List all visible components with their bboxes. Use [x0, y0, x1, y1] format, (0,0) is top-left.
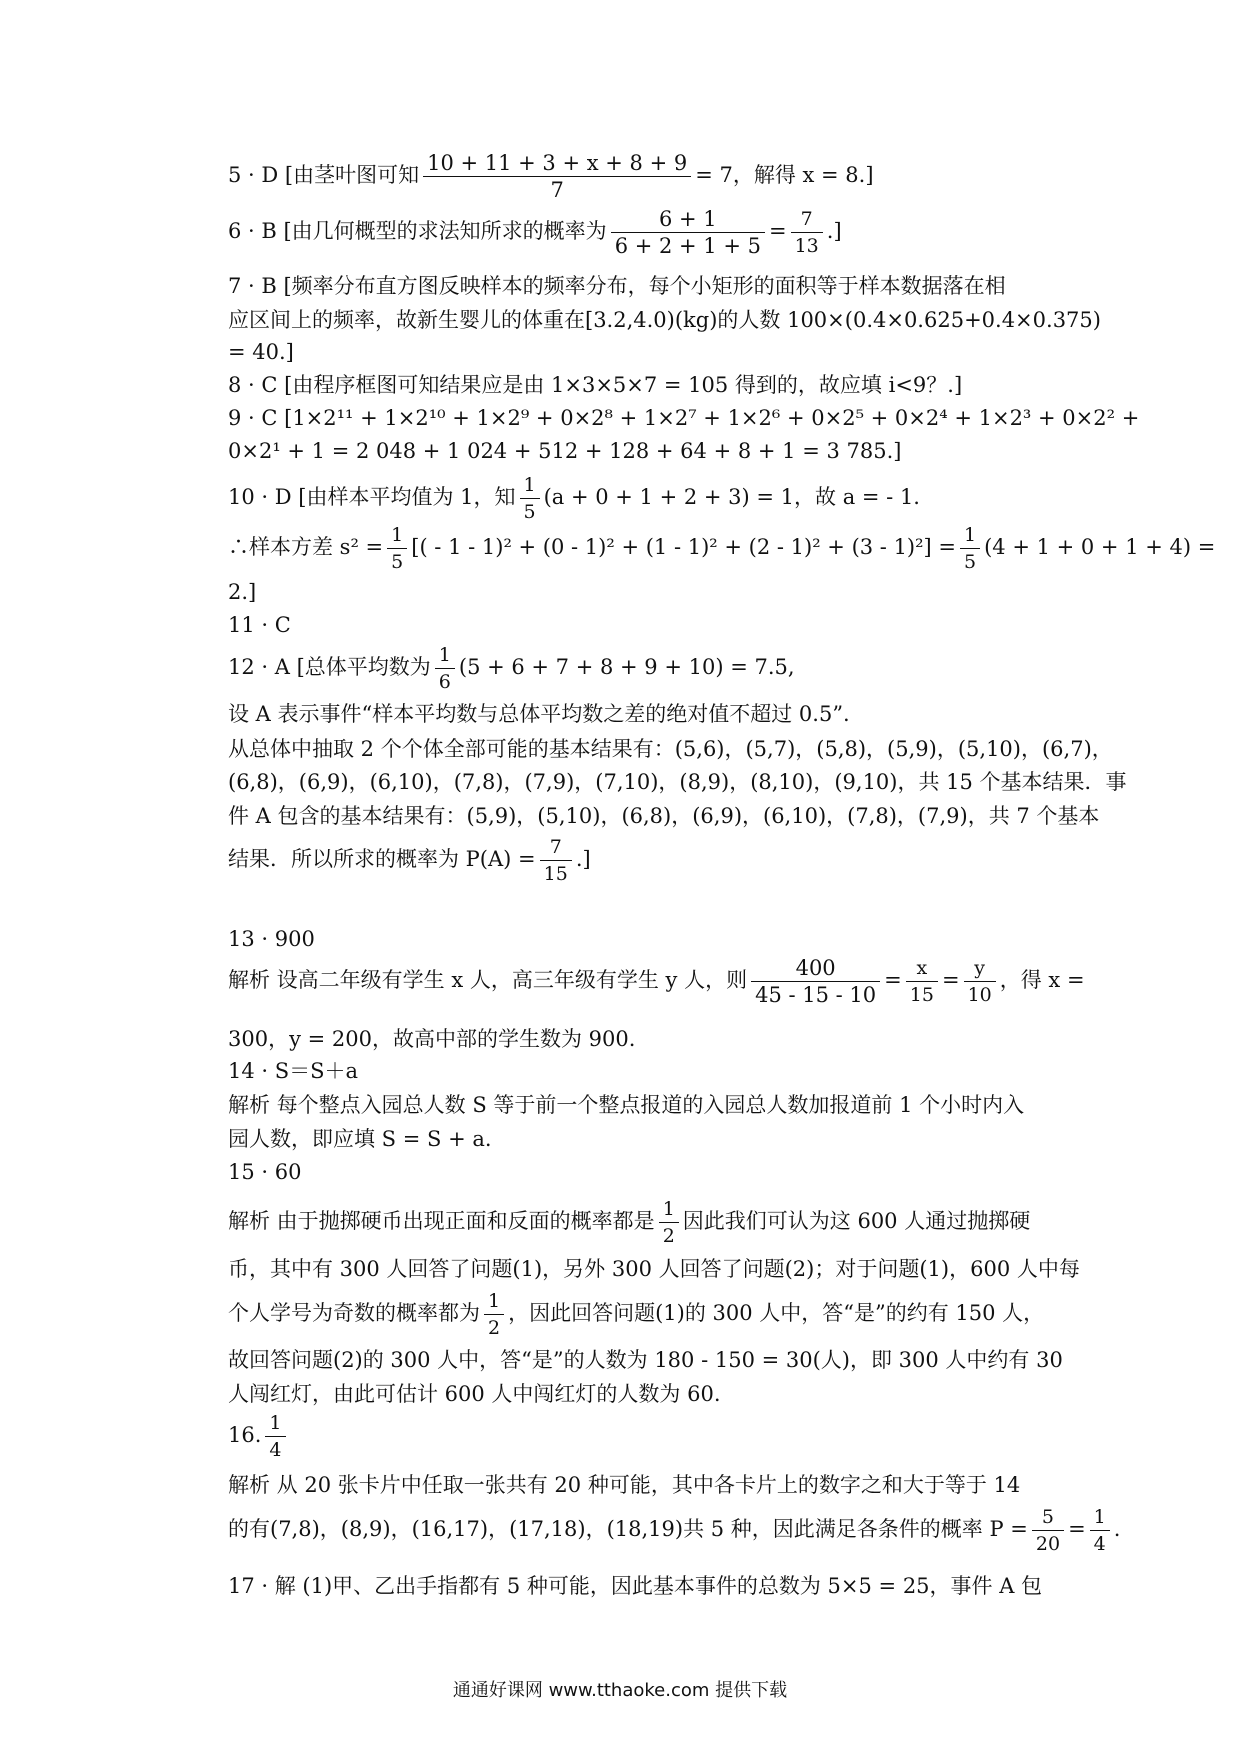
answer-6 [228, 206, 842, 259]
answer-14-line2: 园人数，即应填 S = S + a. [228, 1127, 492, 1151]
denominator: 13 [794, 235, 819, 257]
answer-12-line1 [228, 642, 795, 695]
text: (5 + 6 + 7 + 8 + 9 + 10) = 7.5, [458, 655, 795, 679]
text: 6 · B [由几何概型的求法知所求的概率为 [228, 219, 607, 243]
fraction [659, 1196, 679, 1249]
text: = [1068, 1517, 1086, 1541]
answer-11: 11 · C [228, 613, 291, 637]
fraction [265, 1410, 285, 1463]
answer-13: 13 · 900 [228, 927, 315, 951]
answer-12-line3: 从总体中抽取 2 个个体全部可能的基本结果有：(5,6)，(5,7)，(5,8)，(5,9)，(5,10)，(6,7)， [228, 737, 1113, 761]
numerator: x [906, 955, 938, 982]
answer-15-line2: 币，其中有 300 人回答了问题(1)，另外 300 人回答了问题(2)；对于问题(1)，600 人中每 [228, 1257, 1080, 1281]
fraction [611, 206, 765, 259]
numerator: 6 + 1 [611, 206, 765, 233]
text: (a + 0 + 1 + 2 + 3) = 1，故 a = - 1. [543, 485, 920, 509]
numerator: 7 [791, 206, 823, 233]
text: = [884, 968, 902, 992]
answer-7-line2: 应区间上的频率，故新生婴儿的体重在[3.2,4.0)(kg)的人数 100×(0.4×0.625+0.4×0.375) [228, 308, 1101, 332]
answer-9-line1: 9 · C [1×2¹¹ + 1×2¹⁰ + 1×2⁹ + 0×2⁸ + 1×2⁷ + 1×2⁶ + 0×2⁵ + 0×2⁴ + 1×2³ + 0×2² + [228, 406, 1140, 430]
answer-7-line1: 7 · B [频率分布直方图反映样本的频率分布，每个小矩形的面积等于样本数据落在相 [228, 274, 1006, 298]
denominator: 10 [967, 984, 992, 1006]
fraction [906, 955, 938, 1008]
fraction [960, 522, 980, 575]
numerator: 1 [435, 642, 455, 669]
answer-9-line2: 0×2¹ + 1 = 2 048 + 1 024 + 512 + 128 + 64 + 8 + 1 = 3 785.] [228, 439, 902, 463]
answer-14-line1: 解析 每个整点入园总人数 S 等于前一个整点报道的入园总人数加报道前 1 个小时内入 [228, 1093, 1025, 1117]
fraction [435, 642, 455, 695]
denominator: 4 [269, 1439, 282, 1461]
numerator: 1 [1090, 1504, 1110, 1531]
fraction [791, 206, 823, 259]
fraction [1090, 1504, 1110, 1557]
answer-15-line4: 故回答问题(2)的 300 人中，答“是”的人数为 180 - 150 = 30(人)，即 300 人中约有 30 [228, 1348, 1063, 1372]
answer-15: 15 · 60 [228, 1160, 302, 1184]
numerator: 1 [484, 1288, 504, 1315]
numerator: 7 [540, 834, 572, 861]
denominator: 20 [1035, 1533, 1061, 1555]
text: .] [575, 847, 591, 871]
text: [( - 1 - 1)² + (0 - 1)² + (1 - 1)² + (2 - 1)² + (3 - 1)²] = [411, 535, 956, 559]
answer-16 [228, 1410, 290, 1463]
denominator: 4 [1093, 1533, 1106, 1555]
denominator: 2 [662, 1225, 675, 1247]
answer-15-line3 [228, 1288, 1044, 1341]
answer-12-line6 [228, 834, 591, 887]
answer-15-line1 [228, 1196, 1030, 1249]
answer-16-line1: 解析 从 20 张卡片中任取一张共有 20 种可能，其中各卡片上的数字之和大于等于 14 [228, 1473, 1021, 1497]
answer-13-line1 [228, 955, 1085, 1008]
fraction [423, 150, 691, 203]
answer-13-line2: 300，y = 200，故高中部的学生数为 900. [228, 1027, 636, 1051]
fraction [540, 834, 572, 887]
numerator: y [964, 955, 996, 982]
numerator: 1 [659, 1196, 679, 1223]
text: . [1113, 1517, 1121, 1541]
denominator: 45 - 15 - 10 [755, 983, 877, 1007]
denominator: 15 [909, 984, 934, 1006]
answer-10-line1 [228, 472, 920, 525]
numerator: 10 + 11 + 3 + x + 8 + 9 [423, 150, 691, 177]
numerator: 1 [520, 472, 540, 499]
answer-12-line4: (6,8)，(6,9)，(6,10)，(7,8)，(7,9)，(7,10)，(8,9)，(8,10)，(9,10)，共 15 个基本结果．事 [228, 770, 1127, 794]
text: 16. [228, 1423, 262, 1447]
text: 解析 由于抛掷硬币出现正面和反面的概率都是 [228, 1209, 655, 1233]
fraction [751, 955, 880, 1008]
text: 结果．所以所求的概率为 P(A) = [228, 847, 536, 871]
text: 解析 设高二年级有学生 x 人，高三年级有学生 y 人，则 [228, 968, 748, 992]
text: ，得 x = [999, 968, 1085, 992]
numerator: 1 [387, 522, 407, 549]
answer-8: 8 · C [由程序框图可知结果应是由 1×3×5×7 = 105 得到的，故应填 i<9？.] [228, 373, 963, 397]
denominator: 7 [550, 178, 564, 202]
answer-14: 14 · S＝S＋a [228, 1059, 359, 1083]
fraction [387, 522, 407, 575]
text: (4 + 1 + 0 + 1 + 4) = [984, 535, 1216, 559]
answer-15-line5: 人闯红灯，由此可估计 600 人中闯红灯的人数为 60. [228, 1382, 721, 1406]
numerator: 1 [960, 522, 980, 549]
text: = 7，解得 x = 8.] [695, 163, 874, 187]
denominator: 5 [964, 551, 977, 573]
footer-watermark: 通通好课网 www.tthaoke.com 提供下载 [452, 1680, 788, 1701]
numerator: 400 [751, 955, 880, 982]
text: 的有(7,8)，(8,9)，(16,17)，(17,18)，(18,19)共 5 种，因此满足各条件的概率 P = [228, 1517, 1028, 1541]
answer-5 [228, 150, 874, 203]
text: = [941, 968, 960, 992]
denominator: 6 + 2 + 1 + 5 [614, 234, 761, 258]
numerator: 1 [265, 1410, 285, 1437]
answer-12-line2: 设 A 表示事件“样本平均数与总体平均数之差的绝对值不超过 0.5”. [228, 702, 850, 726]
answer-7-line3: = 40.] [228, 340, 294, 364]
answer-17: 17 · 解 (1)甲、乙出手指都有 5 种可能，因此基本事件的总数为 5×5 = 25，事件 A 包 [228, 1574, 1043, 1598]
denominator: 2 [488, 1317, 501, 1339]
answer-10-line3: 2.] [228, 580, 257, 604]
text: = [768, 219, 787, 243]
denominator: 5 [391, 551, 404, 573]
text: ，因此回答问题(1)的 300 人中，答“是”的约有 150 人， [508, 1301, 1045, 1325]
answer-10-line2 [228, 522, 1215, 575]
text: ∴样本方差 s² = [228, 535, 384, 559]
denominator: 5 [523, 501, 536, 523]
numerator: 5 [1032, 1504, 1064, 1531]
fraction [964, 955, 996, 1008]
fraction [484, 1288, 504, 1341]
text: 5 · D [由茎叶图可知 [228, 163, 420, 187]
fraction [1032, 1504, 1064, 1557]
denominator: 15 [543, 863, 568, 885]
text: 10 · D [由样本平均值为 1，知 [228, 485, 516, 509]
text: 因此我们可认为这 600 人通过抛掷硬 [682, 1209, 1031, 1233]
text: .] [826, 219, 842, 243]
denominator: 6 [438, 671, 451, 693]
answer-16-line2 [228, 1504, 1120, 1557]
fraction [520, 472, 540, 525]
answer-12-line5: 件 A 包含的基本结果有：(5,9)，(5,10)，(6,8)，(6,9)，(6,10)，(7,8)，(7,9)，共 7 个基本 [228, 804, 1100, 828]
text: 个人学号为奇数的概率都为 [228, 1301, 480, 1325]
text: 12 · A [总体平均数为 [228, 655, 431, 679]
